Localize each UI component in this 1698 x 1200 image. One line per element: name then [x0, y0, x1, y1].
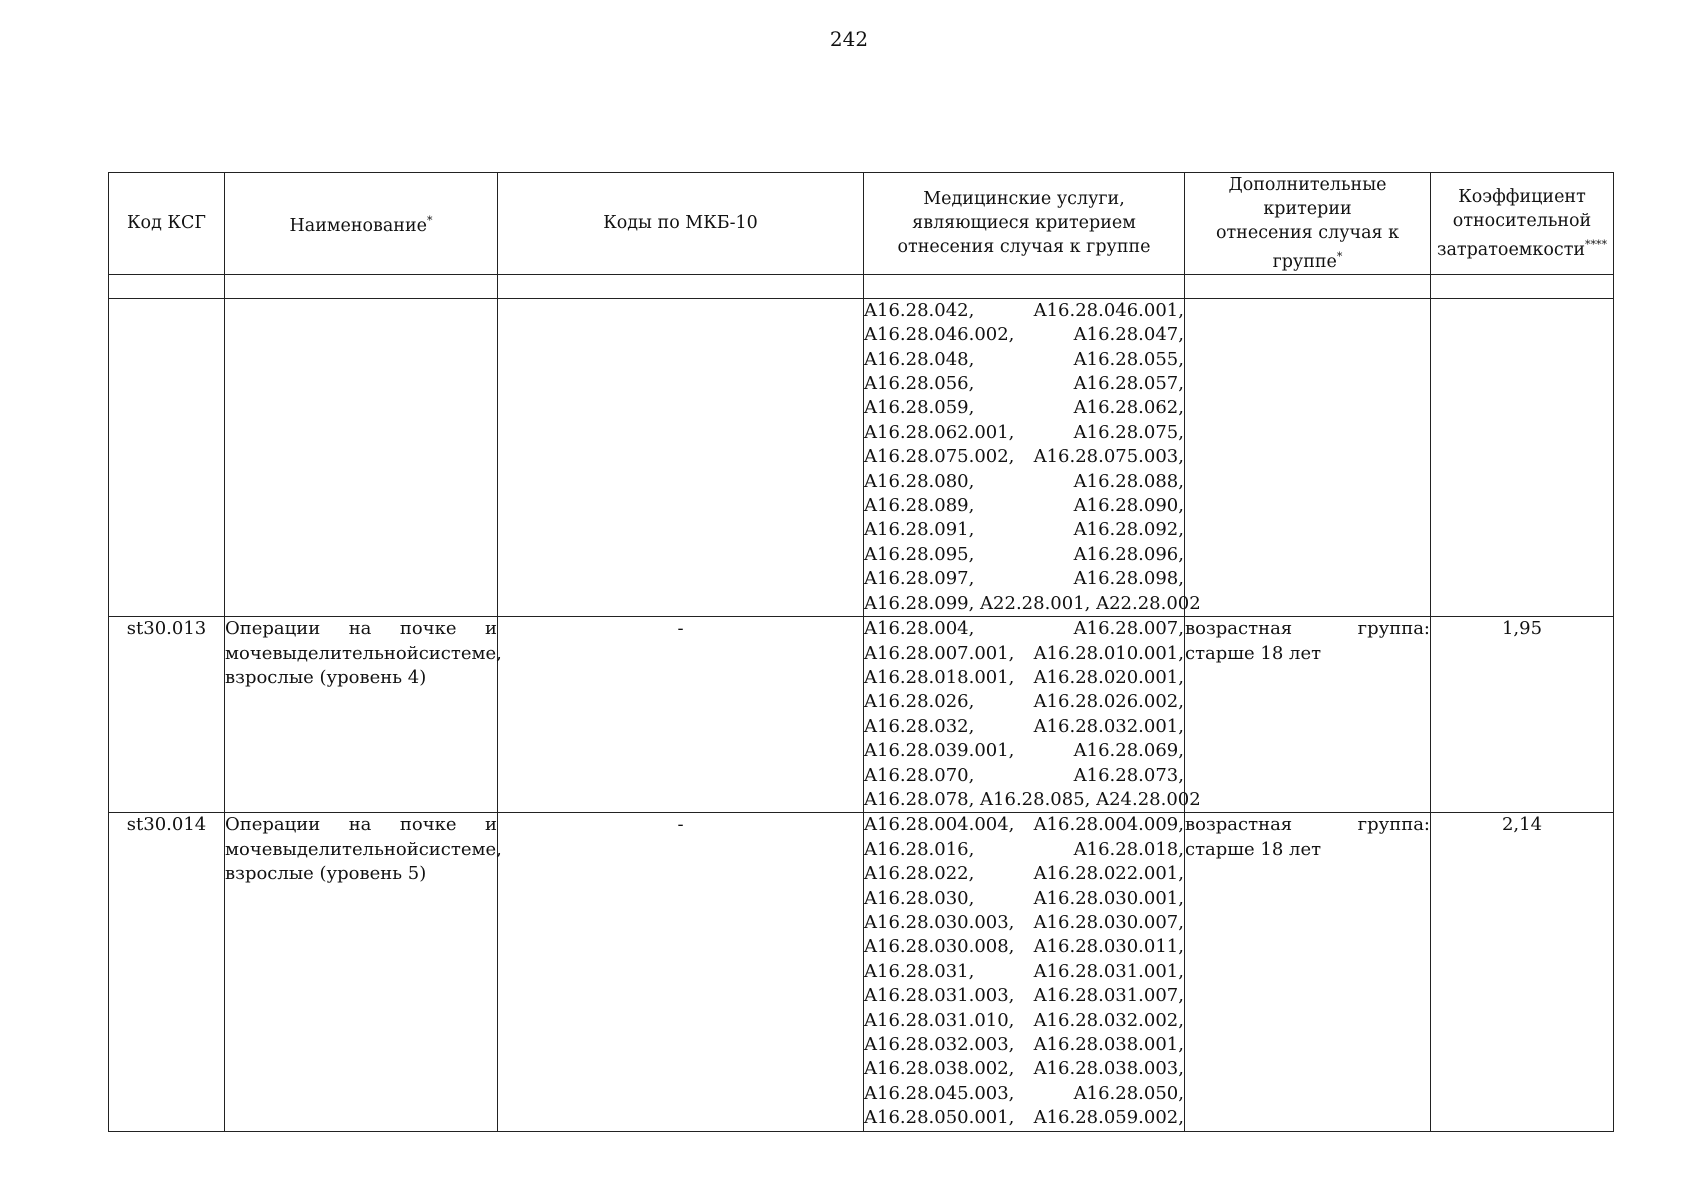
service-code: A16.28.031.007, — [1033, 985, 1184, 1007]
service-code: A16.28.030.007, — [1033, 911, 1184, 933]
service-code: A16.28.018.001, — [864, 666, 1015, 688]
service-line — [864, 323, 1184, 347]
mkb-cell — [498, 617, 864, 813]
header-mkb-label: Коды по МКБ-10 — [603, 213, 758, 234]
service-code: A16.28.069, — [1073, 740, 1184, 762]
service-code: A16.28.059.002, — [1033, 1107, 1184, 1129]
service-code: A16.28.030.008, — [864, 936, 1015, 958]
service-line — [864, 470, 1184, 494]
service-code: A16.28.007, — [1073, 618, 1184, 640]
service-code: A16.28.026, — [864, 691, 975, 713]
service-line — [864, 494, 1184, 518]
service-code: A16.28.099, A22.28.001, A22.28.002 — [864, 592, 1201, 614]
service-line — [864, 445, 1184, 469]
header-coefficient-line: относительной — [1452, 211, 1592, 231]
table-body — [109, 298, 1614, 1131]
name-word: мочевыделительной — [225, 838, 419, 860]
name-line — [225, 862, 497, 886]
service-code: A16.28.004.004, — [864, 814, 1015, 836]
service-code: A16.28.030.001, — [1033, 887, 1184, 909]
criteria-cell — [1185, 617, 1431, 813]
coefficient-value: 1,95 — [1501, 618, 1543, 640]
name-word: взрослые (уровень 4) — [225, 666, 427, 688]
service-line — [864, 690, 1184, 714]
header-coefficient-line: Коэффициент — [1458, 187, 1586, 207]
service-code: A16.28.032.002, — [1033, 1009, 1184, 1031]
criteria-cell — [1185, 298, 1431, 616]
service-code: A16.28.031.003, — [864, 985, 1015, 1007]
criteria-word: возрастная — [1185, 618, 1293, 640]
service-line — [864, 396, 1184, 420]
criteria-word: старше 18 лет — [1185, 642, 1322, 664]
footnote-mark: * — [1336, 250, 1343, 263]
service-line — [864, 838, 1184, 862]
header-criteria — [1185, 173, 1431, 275]
service-line — [864, 813, 1184, 837]
header-spacer-row — [109, 274, 1614, 298]
service-code: A16.28.031.010, — [864, 1009, 1015, 1031]
service-code: A16.28.010.001, — [1033, 642, 1184, 664]
name-word: Операции — [225, 618, 321, 640]
services-cell — [864, 813, 1185, 1131]
service-code: A16.28.018, — [1073, 838, 1184, 860]
table-header-row — [109, 173, 1614, 275]
header-coefficient — [1431, 173, 1614, 275]
service-line — [864, 642, 1184, 666]
name-word: системе, — [418, 838, 502, 860]
service-code: A16.28.055, — [1073, 348, 1184, 370]
service-line — [864, 372, 1184, 396]
header-name — [225, 173, 498, 275]
criteria-line — [1185, 838, 1430, 862]
service-line — [864, 739, 1184, 763]
criteria-word: группа: — [1357, 814, 1430, 836]
service-code: A16.28.075, — [1073, 421, 1184, 443]
header-criteria-line: отнесения случая к — [1215, 223, 1400, 243]
name-line — [225, 838, 502, 862]
service-code: A16.28.090, — [1073, 495, 1184, 517]
service-line — [864, 788, 1201, 812]
header-mkb — [498, 173, 864, 275]
service-code: A16.28.048, — [864, 348, 975, 370]
header-services-line: отнесения случая к группе — [897, 237, 1151, 258]
ksg-code-cell — [109, 617, 225, 813]
service-code: A16.28.057, — [1073, 373, 1184, 395]
header-name-label: Наименование — [289, 215, 427, 236]
name-word: почке — [399, 814, 457, 836]
service-line — [864, 715, 1184, 739]
header-code-label: Код КСГ — [127, 213, 206, 234]
coefficient-cell — [1431, 813, 1614, 1131]
service-code: A16.28.022, — [864, 863, 975, 885]
name-line — [225, 617, 497, 641]
mkb-cell — [498, 813, 864, 1131]
criteria-word: возрастная — [1185, 814, 1293, 836]
service-line — [864, 1057, 1184, 1081]
service-code: A16.28.030.003, — [864, 911, 1015, 933]
service-code: A16.28.078, A16.28.085, A24.28.002 — [864, 788, 1201, 810]
criteria-word: группа: — [1357, 618, 1430, 640]
coefficient-cell — [1431, 298, 1614, 616]
page-number: 242 — [829, 27, 869, 51]
service-code: A16.28.091, — [864, 519, 975, 541]
service-code: A16.28.026.002, — [1033, 691, 1184, 713]
name-word: взрослые (уровень 5) — [225, 863, 427, 885]
service-line — [864, 862, 1184, 886]
service-code: A16.28.046.001, — [1033, 299, 1184, 321]
service-code: A16.28.042, — [864, 299, 975, 321]
service-code: A16.28.080, — [864, 470, 975, 492]
service-code: A16.28.022.001, — [1033, 863, 1184, 885]
service-code: A16.28.073, — [1073, 764, 1184, 786]
service-line — [864, 887, 1184, 911]
name-line — [225, 813, 497, 837]
mkb-codes: - — [677, 814, 684, 836]
ksg-code: st30.014 — [126, 814, 207, 836]
service-code: A16.28.004.009, — [1033, 814, 1184, 836]
service-line — [864, 764, 1184, 788]
name-word: на — [348, 814, 372, 836]
service-line — [864, 666, 1184, 690]
criteria-line — [1185, 813, 1430, 837]
name-word: системе, — [418, 642, 502, 664]
service-line — [864, 1082, 1184, 1106]
service-line — [864, 960, 1184, 984]
coefficient-cell — [1431, 617, 1614, 813]
header-criteria-line: Дополнительные критерии — [1228, 175, 1387, 219]
mkb-codes: - — [677, 618, 684, 640]
header-code — [109, 173, 225, 275]
name-line — [225, 642, 502, 666]
service-code: A16.28.016, — [864, 838, 975, 860]
service-code: A16.28.097, — [864, 568, 975, 590]
table-row — [109, 813, 1614, 1131]
service-code: A16.28.038.002, — [864, 1058, 1015, 1080]
service-line — [864, 984, 1184, 1008]
service-code: A16.28.007.001, — [864, 642, 1015, 664]
criteria-cell — [1185, 813, 1431, 1131]
service-line — [864, 1106, 1184, 1130]
coefficient-value: 2,14 — [1501, 814, 1543, 836]
name-word: и — [484, 814, 497, 836]
service-line — [864, 592, 1201, 616]
name-word: на — [348, 618, 372, 640]
criteria-line — [1185, 642, 1430, 666]
services-cell — [864, 298, 1201, 616]
service-code: A16.28.004, — [864, 618, 975, 640]
service-line — [864, 617, 1184, 641]
service-code: A16.28.075.003, — [1033, 446, 1184, 468]
service-code: A16.28.031.001, — [1033, 960, 1184, 982]
service-code: A16.28.030, — [864, 887, 975, 909]
service-code: A16.28.038.003, — [1033, 1058, 1184, 1080]
service-line — [864, 911, 1184, 935]
ksg-code: st30.013 — [126, 618, 207, 640]
mkb-cell — [498, 298, 864, 616]
service-code: A16.28.050.001, — [864, 1107, 1015, 1129]
service-code: A16.28.062.001, — [864, 421, 1015, 443]
service-code: A16.28.070, — [864, 764, 975, 786]
service-code: A16.28.092, — [1073, 519, 1184, 541]
footnote-mark: **** — [1585, 238, 1608, 251]
ksg-table — [108, 172, 1614, 1132]
name-word: Операции — [225, 814, 321, 836]
header-coefficient-line: затратоемкости — [1436, 239, 1586, 260]
criteria-line — [1185, 617, 1430, 641]
name-line — [225, 666, 497, 690]
service-line — [864, 421, 1184, 445]
service-code: A16.28.038.001, — [1033, 1034, 1184, 1056]
service-line — [864, 299, 1184, 323]
service-code: A16.28.095, — [864, 543, 975, 565]
service-line — [864, 935, 1184, 959]
service-code: A16.28.046.002, — [864, 324, 1015, 346]
service-code: A16.28.062, — [1073, 397, 1184, 419]
service-code: A16.28.088, — [1073, 470, 1184, 492]
name-cell — [225, 813, 502, 1131]
table-row — [109, 617, 1614, 813]
service-code: A16.28.030.011, — [1033, 936, 1184, 958]
service-line — [864, 567, 1184, 591]
header-services-line: являющиеся критерием — [912, 213, 1136, 234]
service-code: A16.28.047, — [1073, 324, 1184, 346]
service-line — [864, 1033, 1184, 1057]
service-line — [864, 348, 1184, 372]
service-code: A16.28.031, — [864, 960, 975, 982]
name-word: мочевыделительной — [225, 642, 419, 664]
name-word: почке — [399, 618, 457, 640]
service-code: A16.28.096, — [1073, 543, 1184, 565]
name-word: и — [484, 618, 497, 640]
header-services — [864, 173, 1185, 275]
name-cell — [225, 298, 498, 616]
service-code: A16.28.032, — [864, 715, 975, 737]
name-cell — [225, 617, 502, 813]
ksg-code-cell — [109, 298, 225, 616]
services-cell — [864, 617, 1201, 813]
ksg-code-cell — [109, 813, 225, 1131]
service-code: A16.28.032.001, — [1033, 715, 1184, 737]
service-code: A16.28.059, — [864, 397, 975, 419]
service-code: A16.28.020.001, — [1033, 666, 1184, 688]
service-code: A16.28.056, — [864, 373, 975, 395]
service-code: A16.28.098, — [1073, 568, 1184, 590]
criteria-word: старше 18 лет — [1185, 838, 1322, 860]
table-row — [109, 298, 1614, 616]
footnote-mark: * — [427, 214, 433, 227]
service-code: A16.28.050, — [1073, 1082, 1184, 1104]
service-code: A16.28.075.002, — [864, 446, 1015, 468]
service-line — [864, 543, 1184, 567]
service-code: A16.28.039.001, — [864, 740, 1015, 762]
service-line — [864, 518, 1184, 542]
service-code: A16.28.045.003, — [864, 1082, 1015, 1104]
service-code: A16.28.089, — [864, 495, 975, 517]
header-services-line: Медицинские услуги, — [923, 189, 1125, 210]
header-criteria-line: группе — [1272, 251, 1337, 272]
service-code: A16.28.032.003, — [864, 1034, 1015, 1056]
service-line — [864, 1009, 1184, 1033]
